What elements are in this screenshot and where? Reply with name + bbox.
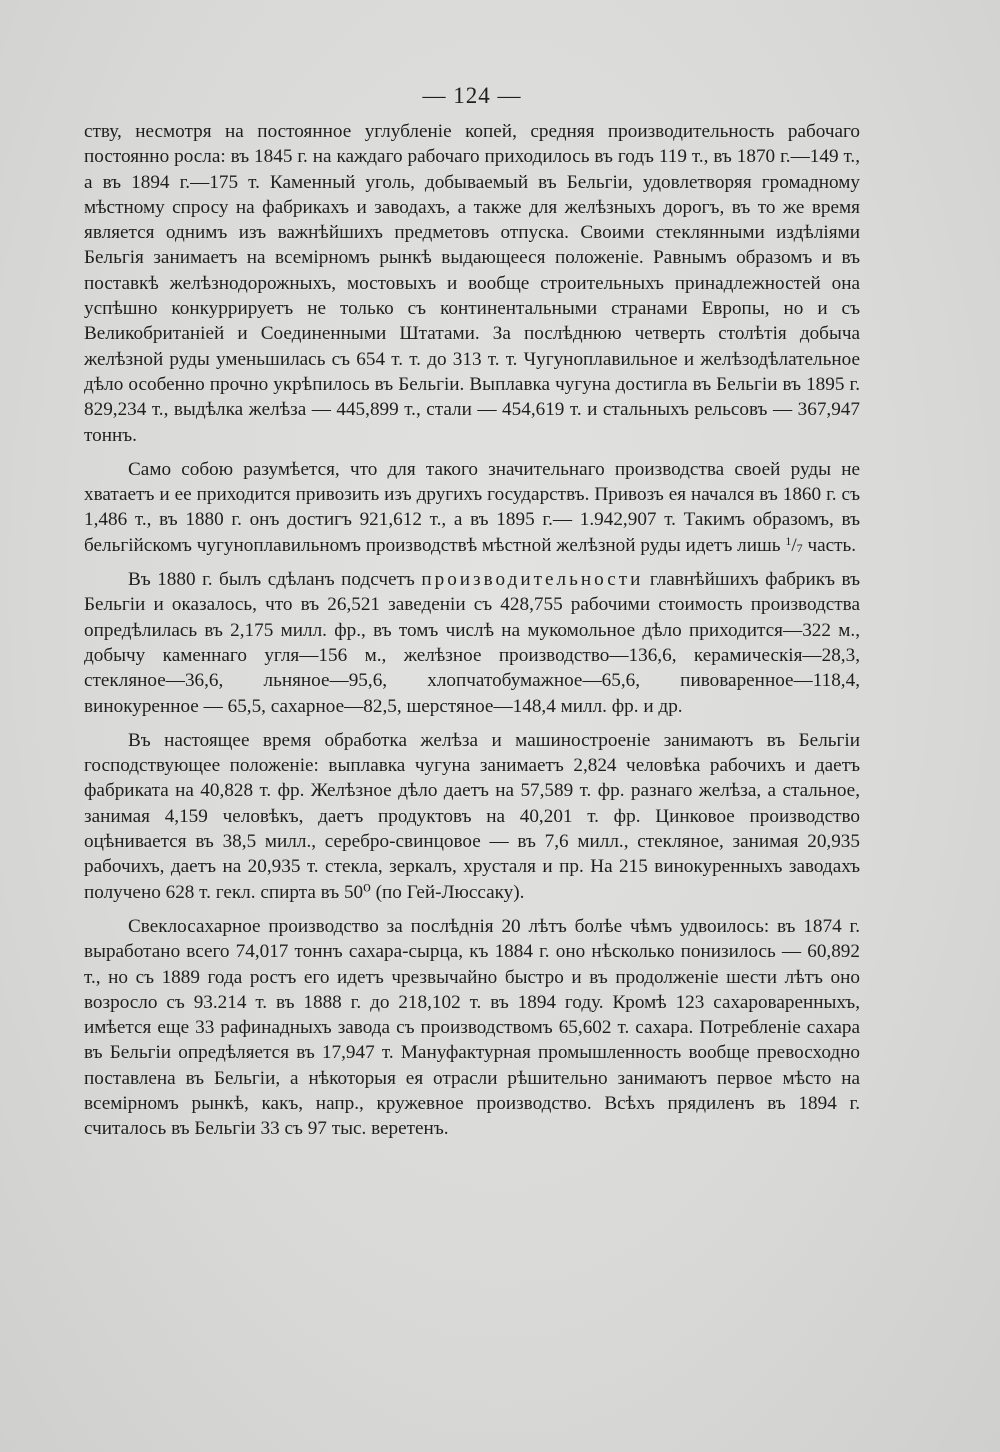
paragraph-3-text: главнѣйшихъ фабрикъ въ Бельгіи и оказалось, что въ 26,521 заведеніи съ 428,755 рабочими стоимость производства опредѣлилась въ 2,175 милл. фр., въ томъ числѣ на мукомольное дѣло приходится—322 м., добычу каменнаго угля—156 м., желѣзное производство—136,6, керамическія—28,3, стекляное—36,6, льняное—95,6, хлопчатобумажное—65,6, пивоваренное—118,4, винокуренное — 65,5, сахарное—82,5, шерстяное—148,4 милл. фр. и др. bbox=[84, 569, 860, 717]
page-number: — 124 — bbox=[422, 83, 522, 108]
fraction-numerator: 1 bbox=[785, 533, 792, 548]
fraction: $^1/_7$ bbox=[785, 533, 803, 556]
paragraph-2 bbox=[84, 457, 860, 558]
paragraph-2-text: Само собою разумѣется, что для такого значительнаго производства своей руды не хватаетъ и ее приходится привозить изъ другихъ государствъ. Привозъ ея начался въ 1860 г. съ 1,486 т., въ 1880 г. онъ достигъ 921,612 т., а въ 1895 г.— 1.942,907 т. Такимъ образомъ, въ бельгійскомъ чугуноплавильномъ производствѣ мѣстной желѣзной руды идетъ лишь bbox=[84, 458, 860, 556]
fraction-denominator: 7 bbox=[796, 540, 803, 555]
paragraph-2-end: часть. bbox=[802, 534, 857, 556]
paragraph-1: ству, несмотря на постоянное углубленіе копей, средняя производительность рабочаго постоянно росла: въ 1845 г. на каждаго рабочаго приходилось въ годъ 119 т., въ 1870 г.—149 т., а въ 1894 г.—175 т. Каменный уголь, добываемый въ Бельгіи, удовлетворяя громадному мѣстному спросу на фабрикахъ и заводахъ, а также для желѣзныхъ дорогъ, въ то же время является однимъ изъ важнѣйшихъ предметовъ отпуска. Своими стеклянными издѣліями Бельгія занимаетъ на всемірномъ рынкѣ выдающееся положеніе. Равнымъ образомъ и въ поставкѣ желѣзнодорожныхъ, мостовыхъ и вообще строительныхъ принадлежностей она успѣшно конкуррируетъ не только съ континентальными странами Европы, но и съ Великобританіей и Соединенными Штатами. За послѣднюю четверть столѣтія добыча желѣзной руды уменьшилась съ 654 т. т. до 313 т. т. Чугуноплавильное и желѣзодѣлательное дѣло особенно прочно укрѣпилось въ Бельгіи. Выплавка чугуна достигла въ Бельгіи въ 1895 г. 829,234 т., выдѣлка желѣза — 445,899 т., стали — 454,619 т. и стальныхъ рельсовъ — 367,947 тоннъ. bbox=[84, 121, 860, 446]
paragraph-4: Въ настоящее время обработка желѣза и машиностроеніе занимаютъ въ Бельгіи господствующее положеніе: выплавка чугуна занимаетъ 2,824 человѣка рабочихъ и даетъ фабриката на 40,828 т. фр. Желѣзное дѣло даетъ на 57,589 т. фр. разнаго желѣза, а стальное, занимая 4,159 человѣкъ, даетъ продуктовъ на 40,201 т. фр. Цинковое производство оцѣнивается въ 38,5 милл., серебро-свинцовое — въ 7,6 милл., стекляное, занимая 20,935 рабочихъ, даетъ на 20,935 т. стекла, зеркалъ, хрусталя и пр. На 215 винокуренныхъ заводахъ получено 628 т. гекл. спирта въ 50⁰ (по Гей-Люссаку). bbox=[84, 729, 860, 903]
paragraph-3 bbox=[84, 567, 860, 719]
paragraph-3-start: Въ 1880 г. былъ сдѣланъ подсчетъ bbox=[128, 569, 422, 591]
emphasized-word: производительности bbox=[421, 569, 644, 591]
paragraph-5: Свеклосахарное производство за послѣднія 20 лѣтъ болѣе чѣмъ удвоилось: въ 1874 г. выработано всего 74,017 тоннъ сахара-сырца, къ 1884 г. оно нѣсколько понизилось — 60,892 т., но съ 1889 года ростъ его идетъ чрезвычайно быстро и въ продолженіе шести лѣтъ оно возросло съ 93.214 т. въ 1888 г. до 218,102 т. въ 1894 году. Кромѣ 123 сахароваренныхъ, имѣется еще 33 рафинадныхъ завода съ производствомъ 65,602 т. сахара. Потребленіе сахара въ Бельгіи опредѣляется въ 17,947 т. Мануфактурная промышленность вообще превосходно поставлена въ Бельгіи, а нѣкоторыя ея отрасли рѣшительно занимаютъ первое мѣсто на всемірномъ рынкѣ, какъ, напр., кружевное производство. Всѣхъ прядиленъ въ 1894 г. считалось въ Бельгіи 33 съ 97 тыс. веретенъ. bbox=[84, 915, 860, 1140]
